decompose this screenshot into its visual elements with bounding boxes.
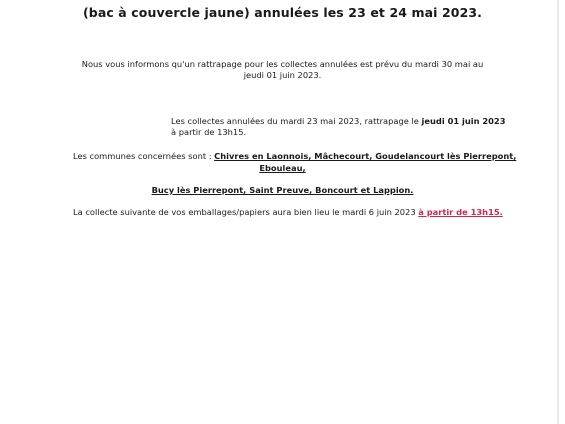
intro-line-2: jeudi 01 juin 2023.: [243, 70, 322, 80]
next-collection-text: La collecte suivante de vos emballages/papiers aura bien lieu le mardi 6 juin 2023: [73, 207, 416, 217]
communes-paragraph: [73, 151, 516, 162]
catchup-prefix: Les collectes annulées du mardi 23 mai 2023, rattrapage le: [171, 116, 419, 126]
communes-line-3: Bucy lès Pierrepont, Saint Preuve, Boncourt et Lappion.: [151, 185, 414, 195]
next-collection-paragraph: [73, 207, 503, 218]
communes-line-1: Chivres en Laonnois, Mâchecourt, Goudelancourt lès Pierrepont,: [214, 151, 517, 161]
next-collection-time: à partir de 13h15.: [418, 207, 503, 217]
document-title: (bac à couvercle jaune) annulées les 23 et 24 mai 2023.: [82, 5, 483, 20]
intro-line-1: Nous vous informons qu'un rattrapage pour les collectes annulées est prévu du mardi 30 mai au: [81, 59, 484, 69]
communes-line-2: Ebouleau,: [259, 163, 306, 173]
catchup-date: jeudi 01 juin 2023: [421, 116, 506, 126]
catchup-time: à partir de 13h15.: [171, 127, 247, 137]
communes-label: Les communes concernées sont :: [73, 151, 212, 161]
catchup-paragraph: [171, 116, 505, 127]
